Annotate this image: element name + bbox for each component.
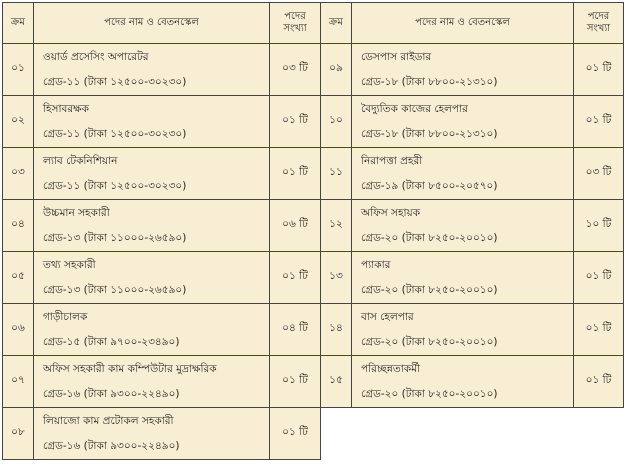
pay-scale: গ্রেড-১৫ (টাকা ৯৭০০-২৩৪৯০) [43,335,180,348]
post-cell [34,148,270,200]
serial-cell: ০৯ [321,44,352,96]
post-cell [352,96,574,148]
post-cell [34,200,270,252]
count-cell: ০১ টি [270,96,321,148]
pay-scale: গ্রেড-১৩ (টাকা ১১০০০-২৬৫৯০) [43,231,187,244]
pay-scale: গ্রেড-১৬ (টাকা ৯৩০০-২২৪৯০) [43,387,180,400]
header-count-line2: সংখ্যা [586,23,611,34]
table-row [3,44,624,96]
post-cell [34,408,270,460]
count-cell: ০১ টি [270,148,321,200]
table-row [3,356,624,408]
post-title: পরিচ্ছন্নতাকর্মী [361,362,420,375]
serial-cell: ০৭ [3,356,34,408]
pay-scale: গ্রেড-১৮ (টাকা ৮৮০০-২১৩১০) [361,127,498,140]
serial-cell: ১০ [321,96,352,148]
post-cell [34,304,270,356]
count-cell: ০৪ টি [270,304,321,356]
count-cell: ০৬ টি [270,200,321,252]
post-title: ওয়ার্ড প্রসেসিং অপারেটর [43,50,149,63]
table-row [3,252,624,304]
pay-scale: গ্রেড-২০ (টাকা ৮২৫০-২০০১০) [361,335,498,348]
count-cell: ০১ টি [270,356,321,408]
serial-cell: ০২ [3,96,34,148]
header-name-left: পদের নাম ও বেতনস্কেল [34,3,270,44]
count-cell: ০১ টি [270,252,321,304]
serial-cell: ১১ [321,148,352,200]
count-cell: ০১ টি [574,356,624,408]
serial-cell: ০৮ [3,408,34,460]
post-title: হিসাবরক্ষক [43,102,89,115]
post-title: নিরাপত্তা প্রহরী [361,154,423,167]
serial-cell: ১৫ [321,356,352,408]
post-title: ডেসপাস রাইডার [361,50,432,63]
header-serial-left: ক্রম [3,3,34,44]
serial-cell: ০৫ [3,252,34,304]
job-vacancy-table-container [2,2,623,460]
count-cell: ০৩ টি [574,148,624,200]
header-count-line2: সংখ্যা [283,23,307,34]
table-row [3,96,624,148]
post-cell [352,200,574,252]
post-title: বাস হেলপার [361,310,414,323]
pay-scale: গ্রেড-১৩ (টাকা ১১০০০-২৬৫৯০) [43,283,187,296]
serial-cell: ১৪ [321,304,352,356]
header-row [3,3,624,44]
table-row [3,408,624,460]
header-count-line1: পদের [284,11,306,22]
table-row [3,304,624,356]
post-cell [34,96,270,148]
count-cell: ০১ টি [270,408,321,460]
pay-scale: গ্রেড-১১ (টাকা ১২৫০০-৩০২৩০) [43,127,187,140]
serial-cell: ১৩ [321,252,352,304]
header-serial-right: ক্রম [321,3,352,44]
post-cell [352,356,574,408]
count-cell: ০১ টি [574,96,624,148]
post-title: তথ্য সহকারী [43,258,96,271]
serial-cell: ০৩ [3,148,34,200]
header-name-right: পদের নাম ও বেতনস্কেল [352,3,574,44]
header-count-line1: পদের [587,11,610,22]
post-title: উচ্চমান সহকারী [43,206,110,219]
count-cell: ১০ টি [574,200,624,252]
post-title: অফিস সহায়ক [361,206,421,219]
pay-scale: গ্রেড-২০ (টাকা ৮২৫০-২০০১০) [361,387,498,400]
post-title: গাড়ীচালক [43,310,88,323]
serial-cell: ১২ [321,200,352,252]
empty-area [321,408,624,460]
pay-scale: গ্রেড-২০ (টাকা ৮২৫০-২০০১০) [361,231,498,244]
post-title: লিয়াজো কাম প্রটোকল সহকারী [43,414,174,427]
job-vacancy-table [2,2,624,460]
post-title: প্যাকার [361,258,391,271]
serial-cell: ০৬ [3,304,34,356]
serial-cell: ০৪ [3,200,34,252]
table-row [3,200,624,252]
pay-scale: গ্রেড-১৮ (টাকা ৮৮০০-২১৩১০) [361,75,498,88]
post-cell [34,252,270,304]
post-title: ল্যাব টেকনিশিয়ান [43,154,118,167]
post-title: বৈদ্যুতিক কাজের হেলপার [361,102,468,115]
pay-scale: গ্রেড-১৯ (টাকা ৮৫০০-২০৫৭০) [361,179,498,192]
post-cell [34,44,270,96]
post-title: অফিস সহকারী কাম কম্পিউটার মুদ্রাক্ষরিক [43,362,217,375]
post-cell [352,304,574,356]
count-cell: ০৩ টি [270,44,321,96]
post-cell [34,356,270,408]
pay-scale: গ্রেড-২০ (টাকা ৮২৫০-২০০১০) [361,283,498,296]
count-cell: ০১ টি [574,304,624,356]
header-count-right [574,3,624,44]
header-count-left [270,3,321,44]
pay-scale: গ্রেড-১১ (টাকা ১২৫০০-৩০২৩০) [43,75,187,88]
post-cell [352,44,574,96]
pay-scale: গ্রেড-১৬ (টাকা ৯৩০০-২২৪৯০) [43,439,180,452]
count-cell: ০১ টি [574,252,624,304]
table-row [3,148,624,200]
serial-cell: ০১ [3,44,34,96]
post-cell [352,252,574,304]
pay-scale: গ্রেড-১১ (টাকা ১২৫০০-৩০২৩০) [43,179,187,192]
post-cell [352,148,574,200]
count-cell: ০১ টি [574,44,624,96]
